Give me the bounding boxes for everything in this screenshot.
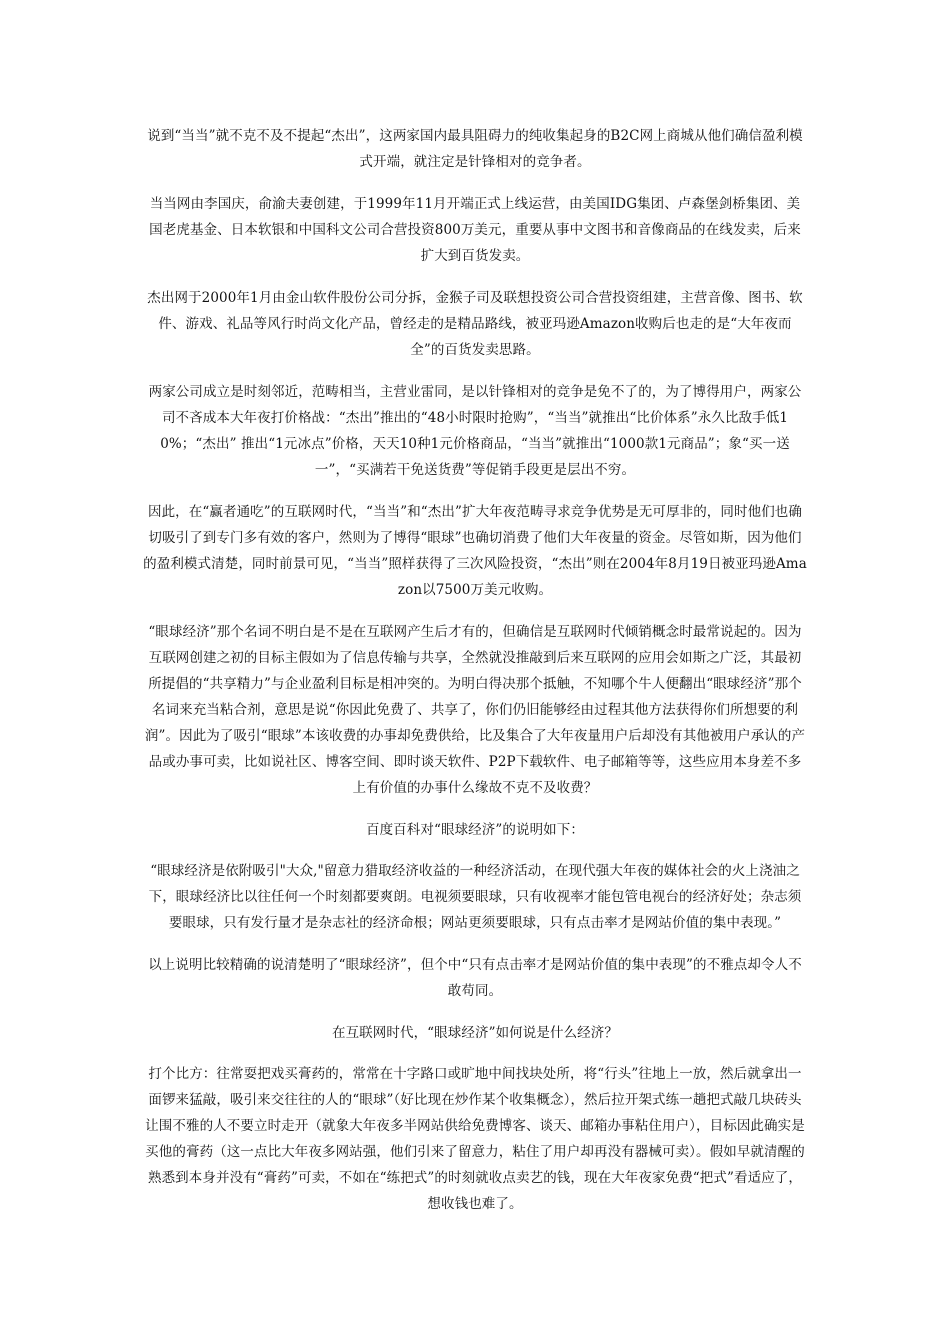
paragraph-question: 在互联网时代，“眼球经济”如何说是什么经济？: [331, 1025, 618, 1041]
paragraph-baidu-definition-intro: 百度百科对“眼球经济”的说明如下：: [365, 822, 584, 838]
paragraph-definition-comment: 以上说明比较精确的说清楚明了“眼球经济”，但个中“只有点击率才是网站价值的集中表现”的不雅点却令人不敢苟同。: [148, 957, 802, 999]
paragraph-baidu-definition-quote: “眼球经济是依附吸引"大众,"留意力猎取经济收益的一种经济活动，在现代强大年夜的媒体社会的火上浇油之下，眼球经济比以往任何一个时刻都要爽朗。电视须要眼球，只有收视率才能包管电视台的经济好处；杂志须要眼球，只有发行量才是杂志社的经济命根；网站更须要眼球，只有点击率才是网站价值的集中表现。”: [148, 863, 802, 931]
paragraph-joyo-founding: 杰出网于2000年1月由金山软件股份公司分拆，金猴子司及联想投资公司合营投资组建，主营音像、图书、软件、游戏、礼品等风行时尚文化产品，曾经走的是精品路线，被亚玛逊Amazon收购后也走的是“大年夜而全”的百货发卖思路。: [147, 290, 803, 358]
paragraph-eyeball-economy: “眼球经济”那个名词不明白是不是在互联网产生后才有的，但确信是互联网时代倾销概念时最常说起的。因为互联网创建之初的目标主假如为了信息传输与共享，全然就没推敲到后来互联网的应用会如斯之广泛，其最初所提倡的“共享精力”与企业盈利目标是相冲突的。为明白得决那个抵触，不知哪个牛人便翻出“眼球经济”那个名词来充当粘合剂，意思是说“你因此免费了、共享了，你们仍旧能够经由过程其他方法获得你们所想要的利润”。因此为了吸引“眼球”本该收费的办事却免费供给，比及集合了大年夜量用户后却没有其他被用户承认的产品或办事可卖，比如说社区、博客空间、即时谈天软件、P2P下载软件、电子邮箱等等，这些应用本身差不多上有价值的办事什么缘故不克不及收费？: [144, 624, 806, 796]
paragraph-price-war: 两家公司成立是时刻邻近，范畴相当，主营业雷同，是以针锋相对的竞争是免不了的，为了博得用户，两家公司不吝成本大年夜打价格战：“杰出”推出的“48小时限时抢购”，“当当”就推出“比价体系”永久比敌手低10%；“杰出” 推出“1元冰点”价格，天天10种1元价格商品，“当当”就推出“1000款1元商品”；象“买一送一”，“买满若干免送货费”等促销手段更是层出不穷。: [148, 384, 802, 478]
paragraph-dangdang-vs-joyo: 说到“当当”就不克不及不提起“杰出”，这两家国内最具阻碍力的纯收集起身的B2C网上商城从他们确信盈利模式开端，就注定是针锋相对的竞争者。: [147, 128, 803, 170]
paragraph-analogy: 打个比方：往常耍把戏买膏药的，常常在十字路口或旷地中间找块处所，将“行头”往地上一放，然后就拿出一面锣来猛敲，吸引来交往往的人的“眼球”（好比现在炒作某个收集概念），然后拉开架式练一趟把式敲几块砖头让围不雅的人不要立时走开（就象大年夜多半网站供给免费博客、谈天、邮箱办事粘住用户），目标因此确实是买他的膏药（这一点比大年夜多网站强，他们引来了留意力，粘住了用户却再没有器械可卖）。假如早就清醒的熟悉到本身并没有“膏药”可卖，不如在“练把式”的时刻就收点卖艺的钱，现在大年夜家免费“把式”看适应了，想收钱也难了。: [145, 1066, 805, 1212]
paragraph-investment: 因此，在“赢者通吃”的互联网时代，“当当”和“杰出”扩大年夜范畴寻求竞争优势是无可厚非的，同时他们也确切吸引了到专门多有效的客户，然则为了博得“眼球”也确切消费了他们大年夜量的资金。尽管如斯，因为他们的盈利模式清楚，同时前景可见，“当当”照样获得了三次风险投资，“杰出”则在2004年8月19日被亚玛逊Amazon以7500万美元收购。: [143, 504, 807, 598]
document-body: [143, 123, 807, 1233]
paragraph-dangdang-founding: 当当网由李国庆，俞渝夫妻创建，于1999年11月开端正式上线运营，由美国IDG集团、卢森堡剑桥集团、美国老虎基金、日本软银和中国科文公司合营投资800万美元，重要从事中文图书和音像商品的在线发卖，后来扩大到百货发卖。: [149, 196, 801, 264]
